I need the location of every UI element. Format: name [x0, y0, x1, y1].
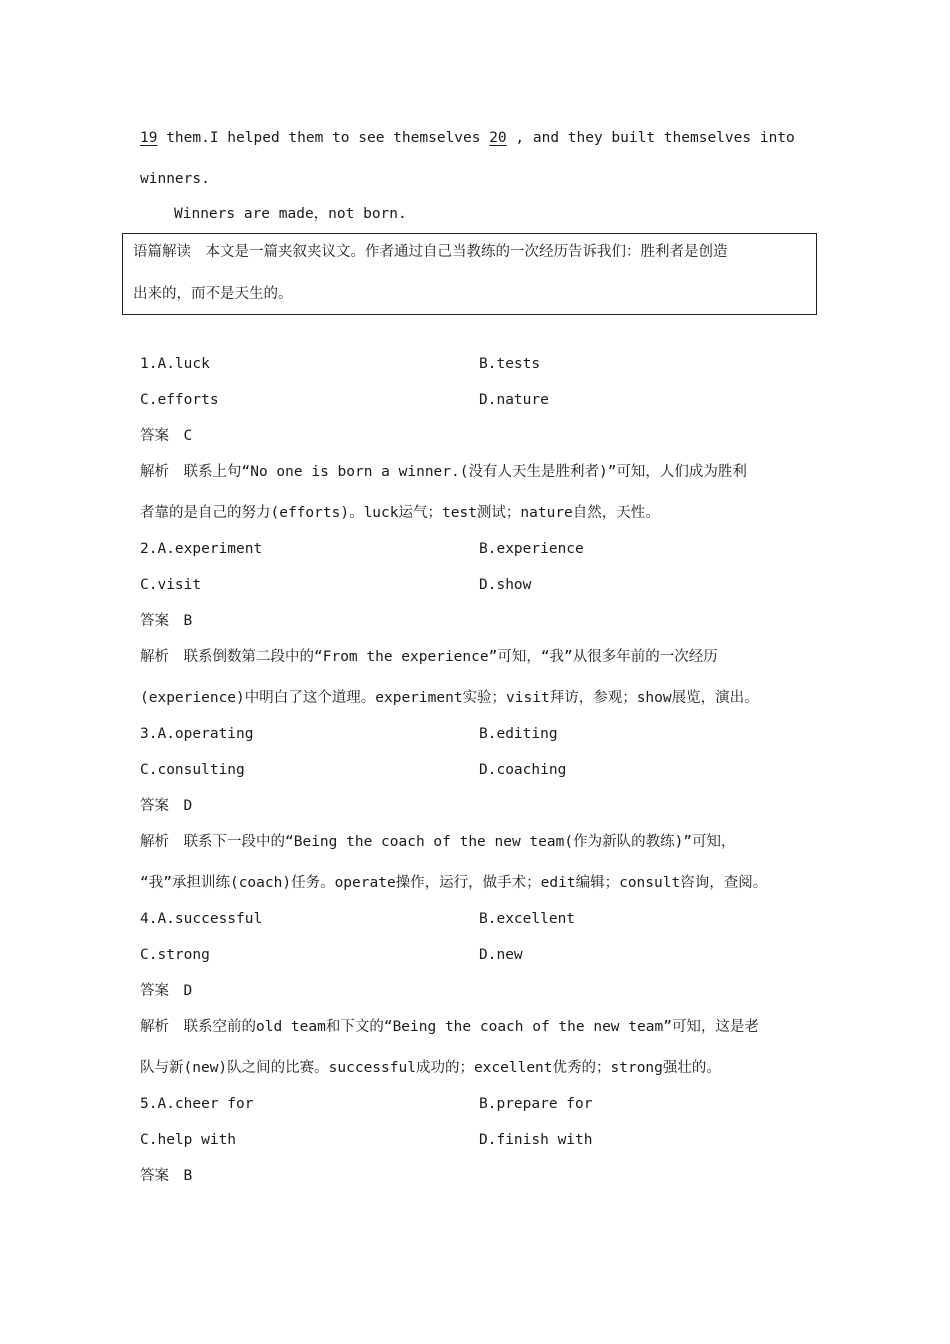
answer-5: 答案 B [140, 1168, 193, 1184]
option-1b: B.tests [479, 356, 541, 372]
passage-text: , and they built themselves into [506, 130, 795, 146]
option-4c: C.strong [140, 947, 210, 963]
passage-line-1 [140, 128, 795, 148]
passage-line-3: Winners are made，not born. [174, 206, 407, 222]
explanation-2-line-1: 解析 联系倒数第二段中的“From the experience”可知，“我”从很多年前的一次经历 [140, 649, 718, 665]
option-5a: 5.A.cheer for [140, 1096, 254, 1112]
blank-19: 19 [140, 130, 158, 146]
answer-1: 答案 C [140, 428, 193, 444]
summary-line-2: 出来的，而不是天生的。 [133, 286, 293, 302]
explanation-4-line-2: 队与新(new)队之间的比赛。successful成功的；excellent优秀的；strong强壮的。 [140, 1060, 721, 1076]
explanation-3-line-2: “我”承担训练(coach)任务。operate操作，运行，做手术；edit编辑；consult咨询，查阅。 [140, 875, 768, 891]
answer-3: 答案 D [140, 798, 193, 814]
explanation-1-line-1: 解析 联系上句“No one is born a winner.(没有人天生是胜利者)”可知，人们成为胜利 [140, 464, 747, 480]
answer-2: 答案 B [140, 613, 193, 629]
option-2b: B.experience [479, 541, 584, 557]
summary-box [122, 233, 817, 315]
explanation-1-line-2: 者靠的是自己的努力(efforts)。luck运气；test测试；nature自然，天性。 [140, 505, 660, 521]
explanation-4-line-1: 解析 联系空前的old team和下文的“Being the coach of the new team”可知，这是老 [140, 1019, 759, 1035]
option-3b: B.editing [479, 726, 558, 742]
option-5d: D.finish with [479, 1132, 593, 1148]
option-5c: C.help with [140, 1132, 237, 1148]
option-3d: D.coaching [479, 762, 567, 778]
option-3a: 3.A.operating [140, 726, 254, 742]
option-4b: B.excellent [479, 911, 576, 927]
option-4d: D.new [479, 947, 523, 963]
explanation-2-line-2: (experience)中明白了这个道理。experiment实验；visit拜访，参观；show展览，演出。 [140, 690, 759, 706]
option-1c: C.efforts [140, 392, 219, 408]
summary-line-1: 语篇解读 本文是一篇夹叙夹议文。作者通过自己当教练的一次经历告诉我们：胜利者是创造 [133, 244, 728, 260]
blank-20: 20 [489, 130, 507, 146]
answer-4: 答案 D [140, 983, 193, 999]
option-5b: B.prepare for [479, 1096, 593, 1112]
option-2d: D.show [479, 577, 532, 593]
option-1a: 1.A.luck [140, 356, 210, 372]
option-3c: C.consulting [140, 762, 245, 778]
passage-line-2: winners. [140, 171, 210, 187]
option-1d: D.nature [479, 392, 549, 408]
option-4a: 4.A.successful [140, 911, 263, 927]
option-2c: C.visit [140, 577, 202, 593]
option-2a: 2.A.experiment [140, 541, 263, 557]
explanation-3-line-1: 解析 联系下一段中的“Being the coach of the new team(作为新队的教练)”可知， [140, 834, 736, 850]
passage-text: them.I helped them to see themselves [157, 130, 490, 146]
